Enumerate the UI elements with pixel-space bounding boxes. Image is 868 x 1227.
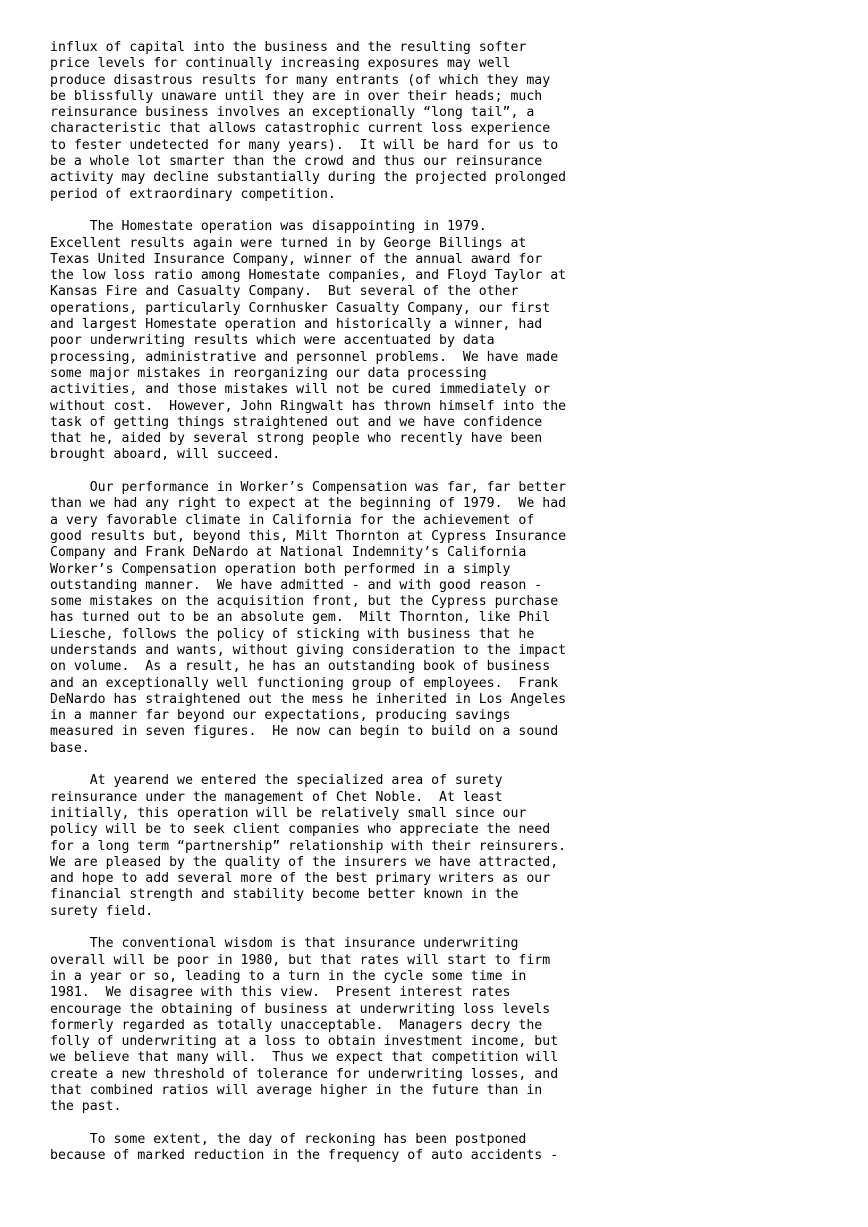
- text-line: without cost. However, John Ringwalt has thrown himself into the: [50, 398, 567, 414]
- text-line: operations, particularly Cornhusker Casualty Company, our first: [50, 300, 551, 316]
- paragraph: [50, 936, 850, 1115]
- text-line: Company and Frank DeNardo at National Indemnity’s California: [50, 545, 527, 561]
- text-line: Excellent results again were turned in by George Billings at: [50, 235, 527, 251]
- text-line: we believe that many will. Thus we expect that competition will: [50, 1050, 559, 1066]
- text-line: that he, aided by several strong people who recently have been: [50, 431, 543, 447]
- text-line: influx of capital into the business and the resulting softer: [50, 40, 527, 55]
- text-line: than we had any right to expect at the beginning of 1979. We had: [50, 496, 567, 512]
- text-line: activity may decline substantially during the projected prolonged: [50, 170, 567, 186]
- paragraph: [50, 1132, 850, 1165]
- text-line: period of extraordinary competition.: [50, 186, 336, 202]
- text-line: good results but, beyond this, Milt Thornton at Cypress Insurance: [50, 528, 567, 544]
- text-line: create a new threshold of tolerance for underwriting losses, and: [50, 1066, 559, 1082]
- text-line: policy will be to seek client companies who appreciate the need: [50, 822, 551, 838]
- text-line: that combined ratios will average higher in the future than in: [50, 1083, 543, 1098]
- text-line: has turned out to be an absolute gem. Milt Thornton, like Phil: [50, 610, 551, 626]
- text-line: for a long term “partnership” relationship with their reinsurers.: [50, 838, 567, 854]
- text-line: poor underwriting results which were accentuated by data: [50, 333, 495, 349]
- text-line: Liesche, follows the policy of sticking with business that he: [50, 626, 535, 642]
- text-line: surety field.: [50, 903, 154, 919]
- text-line: We are pleased by the quality of the insurers we have attracted,: [50, 854, 559, 870]
- paragraph: [50, 480, 850, 757]
- text-line: the low loss ratio among Homestate companies, and Floyd Taylor at: [50, 268, 567, 284]
- text-line: activities, and those mistakes will not be cured immediately or: [50, 382, 551, 398]
- text-line: reinsurance under the management of Chet Noble. At least: [50, 789, 503, 805]
- text-line: Worker’s Compensation operation both performed in a simply: [50, 561, 511, 577]
- text-line: produce disastrous results for many entrants (of which they may: [50, 72, 551, 88]
- text-line: brought aboard, will succeed.: [50, 447, 281, 463]
- text-line: the past.: [50, 1099, 122, 1115]
- text-line: Texas United Insurance Company, winner of the annual award for: [50, 251, 543, 267]
- text-line: DeNardo has straightened out the mess he inherited in Los Angeles: [50, 691, 567, 707]
- text-line: some major mistakes in reorganizing our data processing: [50, 365, 487, 381]
- text-line: in a year or so, leading to a turn in the cycle some time in: [50, 968, 527, 984]
- text-line: The conventional wisdom is that insurance underwriting: [50, 936, 519, 952]
- text-line: formerly regarded as totally unacceptable. Managers decry the: [50, 1017, 543, 1033]
- text-line: be a whole lot smarter than the crowd and thus our reinsurance: [50, 154, 543, 170]
- text-line: The Homestate operation was disappointing in 1979.: [50, 219, 487, 235]
- text-line: a very favorable climate in California for the achievement of: [50, 512, 535, 528]
- text-line: because of marked reduction in the frequency of auto accidents -: [50, 1148, 559, 1164]
- text-line: financial strength and stability become better known in the: [50, 887, 519, 903]
- text-line: price levels for continually increasing exposures may well: [50, 56, 511, 72]
- text-line: base.: [50, 740, 90, 756]
- text-line: overall will be poor in 1980, but that rates will start to firm: [50, 952, 551, 968]
- text-line: processing, administrative and personnel problems. We have made: [50, 349, 559, 365]
- paragraph: [50, 219, 850, 463]
- text-line: and an exceptionally well functioning group of employees. Frank: [50, 675, 559, 691]
- text-line: reinsurance business involves an exceptionally “long tail”, a: [50, 105, 535, 121]
- text-line: outstanding manner. We have admitted - and with good reason -: [50, 577, 543, 593]
- text-line: encourage the obtaining of business at underwriting loss levels: [50, 1001, 551, 1017]
- text-line: To some extent, the day of reckoning has been postponed: [50, 1131, 527, 1147]
- text-line: measured in seven figures. He now can begin to build on a sound: [50, 724, 559, 740]
- text-line: and largest Homestate operation and historically a winner, had: [50, 317, 543, 333]
- text-line: 1981. We disagree with this view. Present interest rates: [50, 985, 511, 1001]
- text-line: characteristic that allows catastrophic current loss experience: [50, 121, 551, 137]
- text-line: task of getting things straightened out and we have confidence: [50, 414, 543, 430]
- text-line: understands and wants, without giving consideration to the impact: [50, 642, 567, 658]
- text-line: and hope to add several more of the best primary writers as our: [50, 871, 551, 887]
- text-line: in a manner far beyond our expectations, producing savings: [50, 708, 511, 724]
- paragraph: [50, 40, 850, 203]
- text-line: be blissfully unaware until they are in over their heads; much: [50, 88, 543, 104]
- text-line: At yearend we entered the specialized area of surety: [50, 773, 503, 789]
- paragraph: [50, 773, 850, 920]
- text-line: folly of underwriting at a loss to obtain investment income, but: [50, 1034, 559, 1050]
- document-page: [50, 40, 850, 1181]
- text-line: Our performance in Worker’s Compensation was far, far better: [50, 480, 567, 496]
- text-line: Kansas Fire and Casualty Company. But several of the other: [50, 284, 519, 300]
- text-line: some mistakes on the acquisition front, but the Cypress purchase: [50, 594, 559, 610]
- text-line: initially, this operation will be relatively small since our: [50, 805, 527, 821]
- text-line: to fester undetected for many years). It will be hard for us to: [50, 137, 559, 153]
- text-line: on volume. As a result, he has an outstanding book of business: [50, 659, 551, 675]
